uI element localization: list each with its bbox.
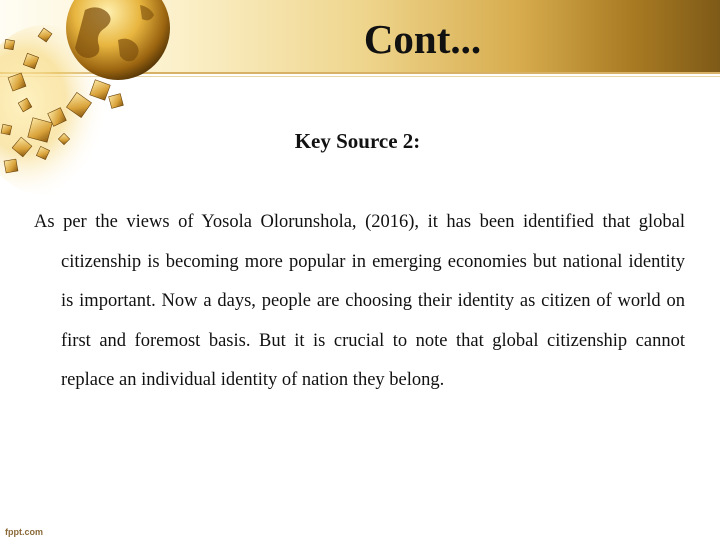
body-paragraph: As per the views of Yosola Olorunshola, (2016), it has been identified that global citizenship is becoming more popular in emerging economies but national identity is important. Now a days, people are choosing their identity as citizen of world on first and foremost basis. But it is crucial to note that global citizenship cannot replace an individual identity of nation they belong. (34, 212, 685, 391)
golden-globe-icon (0, 0, 175, 200)
section-subheading: Key Source 2: (294, 129, 421, 153)
footer-logo: fppt.com (5, 527, 43, 537)
slide-title: Cont... (363, 16, 482, 62)
